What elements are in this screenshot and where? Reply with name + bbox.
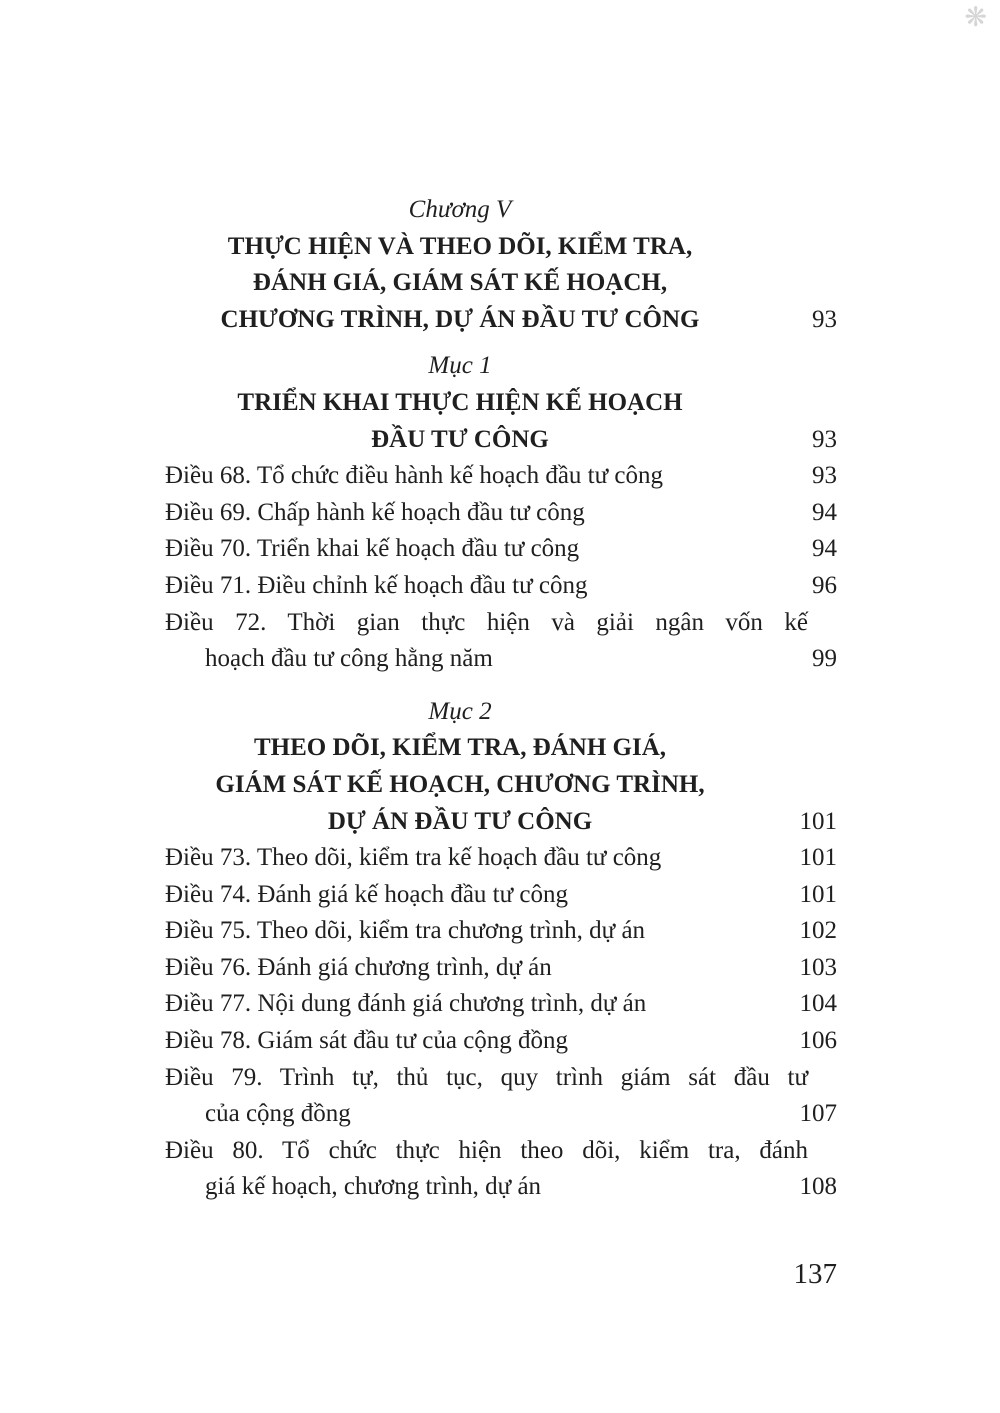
page-number: 137 [793, 1258, 837, 1290]
toc-entry-text [165, 1060, 808, 1133]
toc-entry [165, 840, 837, 877]
entry-page-ref: 101 [799, 844, 837, 872]
chapter-page-ref: 93 [812, 305, 837, 333]
toc-entry-text [165, 458, 808, 495]
toc-entry [165, 1060, 837, 1133]
entry-page-ref: 94 [812, 498, 837, 526]
toc-entry-line: hoạch đầu tư công hằng năm [205, 645, 493, 673]
toc-entry-line: Điều 72. Thời gian thực hiện và giải ngân vốn kế [165, 608, 808, 636]
toc-entry [165, 950, 837, 987]
section-label: Mục 1 [428, 352, 492, 380]
chapter-title-line: ĐÁNH GIÁ, GIÁM SÁT KẾ HOẠCH, [252, 269, 668, 297]
toc-entry [165, 1133, 837, 1206]
toc-entry-text [165, 1023, 808, 1060]
toc-entry-text [165, 840, 808, 877]
toc-entry-text [165, 986, 808, 1023]
toc-entry-text [165, 950, 808, 987]
section-page-ref: 93 [812, 425, 837, 453]
section-title [165, 730, 755, 840]
section-title-line: THEO DÕI, KIỂM TRA, ĐÁNH GIÁ, [253, 734, 667, 762]
section-heading-block [165, 348, 837, 458]
toc-entry-text [165, 605, 808, 678]
toc-entry-line: Điều 78. Giám sát đầu tư của cộng đồng [165, 1027, 569, 1055]
section-heading-block [165, 694, 837, 840]
toc-entry-line: Điều 70. Triển khai kế hoạch đầu tư công [165, 535, 580, 563]
entry-page-ref: 103 [799, 953, 837, 981]
section-title-line: ĐẦU TƯ CÔNG [371, 425, 549, 453]
toc-entry [165, 495, 837, 532]
section-title-line: DỰ ÁN ĐẦU TƯ CÔNG [327, 807, 593, 835]
entry-page-ref: 107 [799, 1100, 837, 1128]
chapter-label: Chương V [408, 196, 512, 223]
entry-page-ref: 96 [812, 571, 837, 599]
entry-page-ref: 108 [799, 1173, 837, 1201]
toc-entry-text [165, 531, 808, 568]
toc-entry-line: Điều 69. Chấp hành kế hoạch đầu tư công [165, 498, 585, 526]
entry-page-ref: 104 [799, 990, 837, 1018]
entry-page-ref: 101 [799, 880, 837, 908]
table-of-contents [165, 192, 837, 1206]
entry-page-ref: 99 [812, 645, 837, 673]
toc-entry-line: Điều 79. Trình tự, thủ tục, quy trình giám sát đầu tư [165, 1063, 808, 1091]
toc-entry [165, 568, 837, 605]
entry-page-ref: 106 [799, 1027, 837, 1055]
section-title-line: TRIỂN KHAI THỰC HIỆN KẾ HOẠCH [237, 388, 683, 416]
toc-entry-line: của cộng đồng [205, 1100, 351, 1128]
flower-icon: ❋ [964, 2, 987, 32]
toc-entry-line: Điều 73. Theo dõi, kiểm tra kế hoạch đầu tư công [165, 844, 662, 872]
toc-entry [165, 913, 837, 950]
toc-entry-text [165, 1133, 808, 1206]
toc-entry-line: Điều 75. Theo dõi, kiểm tra chương trình, dự án [165, 917, 646, 945]
section-label: Mục 2 [428, 697, 492, 725]
toc-entry-line: Điều 74. Đánh giá kế hoạch đầu tư công [165, 880, 569, 908]
section-title [165, 385, 755, 458]
toc-entry-line: Điều 71. Điều chỉnh kế hoạch đầu tư công [165, 571, 588, 599]
toc-entry [165, 986, 837, 1023]
toc-entry [165, 1023, 837, 1060]
chapter-title-line: CHƯƠNG TRÌNH, DỰ ÁN ĐẦU TƯ CÔNG [220, 305, 700, 333]
toc-entry-line: Điều 77. Nội dung đánh giá chương trình, dự án [165, 990, 647, 1018]
toc-entry-text [165, 877, 808, 914]
chapter-heading-block [165, 192, 837, 338]
chapter-title [165, 229, 755, 339]
section-title-line: GIÁM SÁT KẾ HOẠCH, CHƯƠNG TRÌNH, [215, 770, 705, 798]
toc-entry-line: Điều 68. Tổ chức điều hành kế hoạch đầu tư công [165, 462, 664, 490]
toc-entry-text [165, 495, 808, 532]
chapter-title-line: THỰC HIỆN VÀ THEO DÕI, KIỂM TRA, [227, 232, 693, 260]
toc-entry [165, 877, 837, 914]
entry-page-ref: 93 [812, 462, 837, 490]
toc-entry [165, 531, 837, 568]
toc-entry-line: giá kế hoạch, chương trình, dự án [205, 1173, 542, 1201]
toc-entry [165, 605, 837, 678]
toc-entry [165, 458, 837, 495]
toc-entry-line: Điều 76. Đánh giá chương trình, dự án [165, 953, 552, 981]
entry-page-ref: 94 [812, 535, 837, 563]
toc-entry-line: Điều 80. Tổ chức thực hiện theo dõi, kiểm tra, đánh [165, 1136, 808, 1164]
toc-entry-text [165, 568, 808, 605]
toc-entry-text [165, 913, 808, 950]
section-page-ref: 101 [799, 807, 837, 835]
entry-page-ref: 102 [799, 917, 837, 945]
